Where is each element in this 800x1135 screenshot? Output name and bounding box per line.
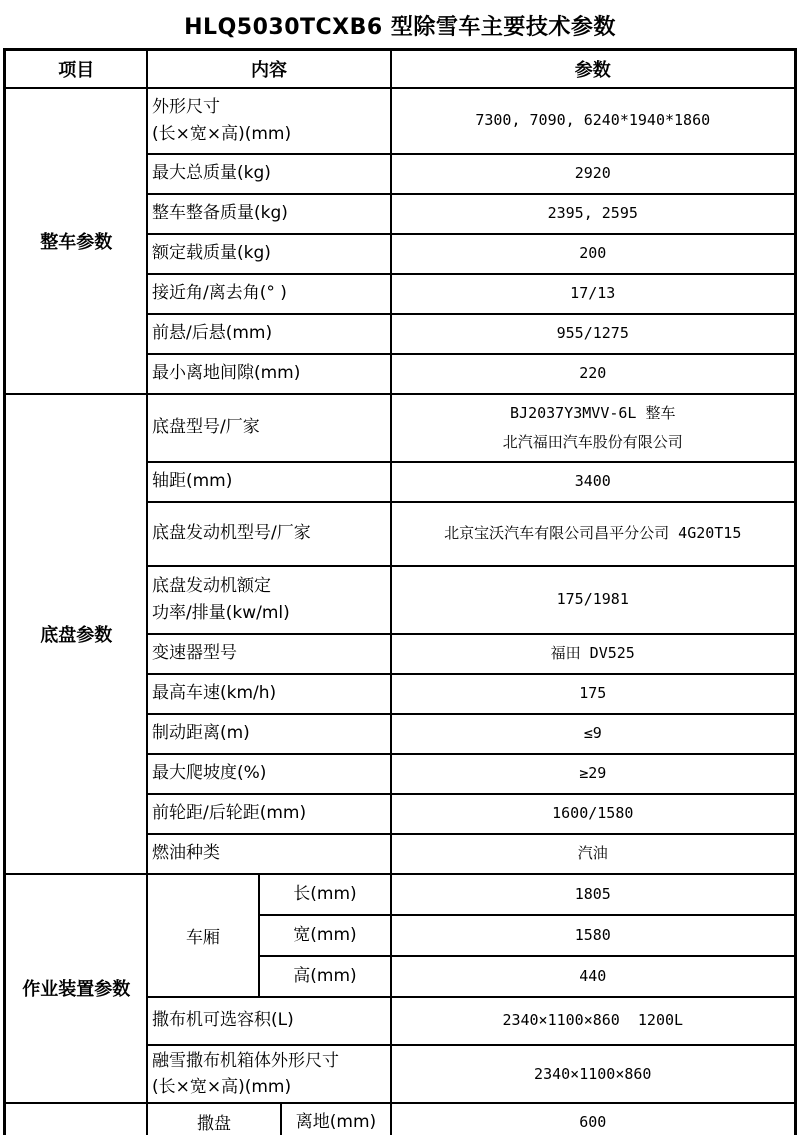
row-value: 220 [391, 354, 795, 394]
row-label: 前轮距/后轮距(mm) [147, 794, 391, 834]
row-label: 撒布机可选容积(L) [147, 997, 391, 1045]
row-value: 955/1275 [391, 314, 795, 354]
column-header-project: 项目 [5, 50, 147, 88]
row-value: 2340×1100×860 [391, 1045, 795, 1104]
row-label: 最高车速(km/h) [147, 674, 391, 714]
row-label: 外形尺寸 (长×宽×高)(mm) [147, 88, 391, 154]
table-row [5, 88, 795, 154]
header-row [5, 50, 795, 88]
row-label: 前悬/后悬(mm) [147, 314, 391, 354]
row-label: 制动距离(m) [147, 714, 391, 754]
subgroup-cell-spreader-disc: 撒盘 [147, 1103, 281, 1135]
row-value: 汽油 [391, 834, 795, 874]
subgroup-cell-cargo-box: 车厢 [147, 874, 259, 997]
group-cell-empty [5, 1103, 147, 1135]
group-cell-work-device: 作业装置参数 [5, 874, 147, 1104]
row-label: 变速器型号 [147, 634, 391, 674]
row-value: 17/13 [391, 274, 795, 314]
row-value: 1805 [391, 874, 795, 915]
group-cell-vehicle: 整车参数 [5, 88, 147, 394]
row-value: 175/1981 [391, 566, 795, 634]
row-value: 200 [391, 234, 795, 274]
row-label: 离地(mm) [281, 1103, 391, 1135]
page-title: HLQ5030TCXB6 型除雪车主要技术参数 [184, 15, 616, 40]
row-value: ≤9 [391, 714, 795, 754]
row-value: 175 [391, 674, 795, 714]
row-label: 宽(mm) [259, 915, 391, 956]
row-label: 长(mm) [259, 874, 391, 915]
row-label: 额定载质量(kg) [147, 234, 391, 274]
table-row [5, 874, 795, 915]
row-label: 最大总质量(kg) [147, 154, 391, 194]
row-value: 福田 DV525 [391, 634, 795, 674]
row-value: BJ2037Y3MVV-6L 整车 北汽福田汽车股份有限公司 [391, 394, 795, 462]
row-value: 2340×1100×860 1200L [391, 997, 795, 1045]
table-row [5, 1103, 795, 1135]
spec-table [3, 48, 796, 1135]
row-value: ≥29 [391, 754, 795, 794]
row-label: 底盘型号/厂家 [147, 394, 391, 462]
row-label: 整车整备质量(kg) [147, 194, 391, 234]
row-label: 接近角/离去角(° ) [147, 274, 391, 314]
column-header-parameter: 参数 [391, 50, 795, 88]
row-label: 底盘发动机型号/厂家 [147, 502, 391, 566]
group-cell-chassis: 底盘参数 [5, 394, 147, 874]
row-label: 底盘发动机额定 功率/排量(kw/ml) [147, 566, 391, 634]
row-value: 2920 [391, 154, 795, 194]
row-value: 1580 [391, 915, 795, 956]
table-row [5, 394, 795, 462]
column-header-content: 内容 [147, 50, 391, 88]
row-value: 440 [391, 956, 795, 997]
row-value: 3400 [391, 462, 795, 502]
row-label: 燃油种类 [147, 834, 391, 874]
row-label: 最大爬坡度(%) [147, 754, 391, 794]
row-label: 高(mm) [259, 956, 391, 997]
row-label: 融雪撒布机箱体外形尺寸 (长×宽×高)(mm) [147, 1045, 391, 1104]
row-value: 600 [391, 1103, 795, 1135]
row-label: 轴距(mm) [147, 462, 391, 502]
row-value: 北京宝沃汽车有限公司昌平分公司 4G20T15 [391, 502, 795, 566]
row-value: 2395, 2595 [391, 194, 795, 234]
row-label: 最小离地间隙(mm) [147, 354, 391, 394]
row-value: 7300, 7090, 6240*1940*1860 [391, 88, 795, 154]
row-value: 1600/1580 [391, 794, 795, 834]
